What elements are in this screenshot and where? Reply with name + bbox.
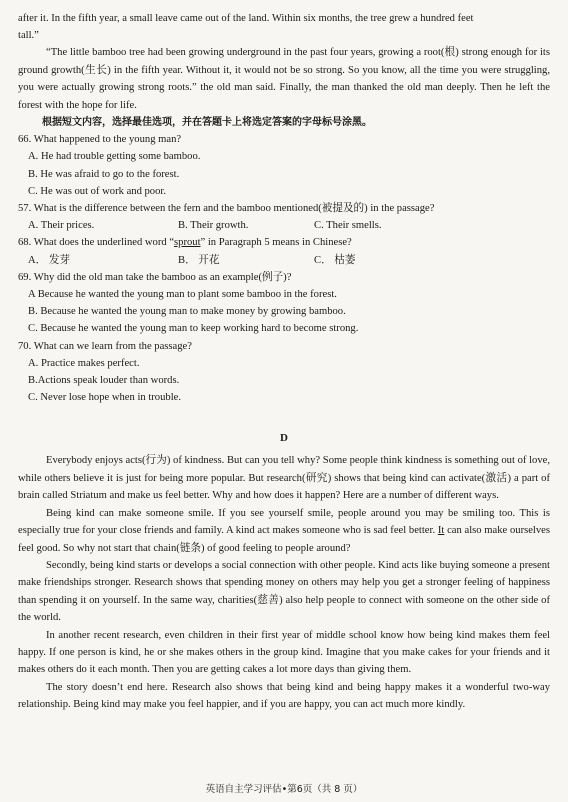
option-c: C． 枯萎 [314, 254, 356, 266]
story-end-line-2: tall.” [18, 30, 39, 42]
question-stem: 69. Why did the old man take the bamboo as an example(例子)? [18, 271, 292, 283]
underlined-word: sprout [174, 237, 201, 249]
option-a: A. Practice makes perfect. [28, 357, 140, 369]
option-c: C. Their smells. [314, 220, 382, 232]
page-footer: 英语自主学习评估•第6页（共 8 页） [205, 784, 363, 795]
option-b: B.Actions speak louder than words. [28, 375, 180, 387]
section-d-title: D [280, 432, 288, 445]
question-stem: 68. What does the underlined word “sprout” in Paragraph 5 means in Chinese? [18, 237, 352, 249]
question-70 [18, 338, 550, 407]
question-67 [18, 200, 550, 234]
option-c: C. Because he wanted the young man to keep working hard to become strong. [28, 323, 359, 335]
option-b: B. Their growth. [178, 220, 249, 232]
option-a: A Because he wanted the young man to plant some bamboo in the forest. [28, 289, 337, 301]
options-row [18, 252, 550, 269]
question-66 [18, 131, 550, 200]
underlined-word: It [437, 525, 445, 537]
passage-paragraph-3: Secondly, being kind starts or develops a social connection with other people. Kind acts like buying someone a present make friendships stronger. Research shows that spending money on others may help you get a stronger feeling of happiness than spending it on yourself. In the same way, charities(慈善) also help people to connect with someone on the other side of the world. [18, 559, 550, 624]
question-stem: 57. What is the difference between the fern and the bamboo mentioned(被提及的) in the passage? [18, 203, 435, 215]
option-b: B． 开花 [178, 254, 220, 266]
question-68 [18, 234, 550, 268]
option-b: B. He was afraid to go to the forest. [28, 168, 180, 180]
story-final-paragraph: “The little bamboo tree had been growing underground in the past four years, growing a root(根) strong enough for its ground growth(生长) in the fifth year. Without it, it would not be so strong. So you know, all the time you were struggling, you were actually growing strong roots.” the old man said. Finally, the man thanked the old man deeply. Then he left the forest with the hope for life. [18, 47, 550, 111]
option-b: B. Because he wanted the young man to make money by growing bamboo. [28, 306, 346, 318]
options-row [18, 217, 550, 234]
option-c: C. Never lose hope when in trouble. [28, 392, 181, 404]
passage-paragraph-1: Everybody enjoys acts(行为) of kindness. But can you tell why? Some people think kindness is something out of love, while others believe it is just for being more popular. But research(研究) shows that being kind can activate(激活) a part of brain called Striatum and make us feel better. Why and how does it happen? Here are a number of different ways. [18, 455, 550, 502]
option-c: C. He was out of work and poor. [28, 185, 166, 197]
option-a: A. Their prices. [28, 220, 95, 232]
passage-paragraph-2: Being kind can make someone smile. If you see yourself smile, people around you may be smiling too. This is especially true for your close friends and family. A kind act makes someone who is sad feel better. It can also make ourselves feel good. So why not start that chain(链条) of good feeling to people around? [18, 507, 550, 554]
question-69 [18, 269, 550, 338]
instruction-line: 根据短文内容，选择最佳选项，并在答题卡上将选定答案的字母标号涂黑。 [42, 117, 372, 129]
passage-paragraph-5: The story doesn’t end here. Research also shows that being kind and being happy makes it a wonderful two-way relationship. Being kind may make you feel happier, and if you are happy, you can act much more kindly. [18, 681, 550, 711]
option-a: A． 发芽 [28, 254, 71, 266]
story-end-line-1: after it. In the fifth year, a small leave came out of the land. Within six months, the tree grew a hundred feet [18, 13, 474, 24]
passage-paragraph-4: In another recent research, even children in their first year of middle school know how being kind makes them feel happy. If one person is kind, he or she makes others in the group kind. Imagine that you make cakes for your friends and it makes others do it each month. Then you are getting cakes a lot more days than giving them. [18, 629, 550, 676]
option-a: A. He had trouble getting some bamboo. [28, 151, 201, 163]
question-stem: 70. What can we learn from the passage? [18, 340, 192, 352]
question-stem: 66. What happened to the young man? [18, 134, 182, 146]
